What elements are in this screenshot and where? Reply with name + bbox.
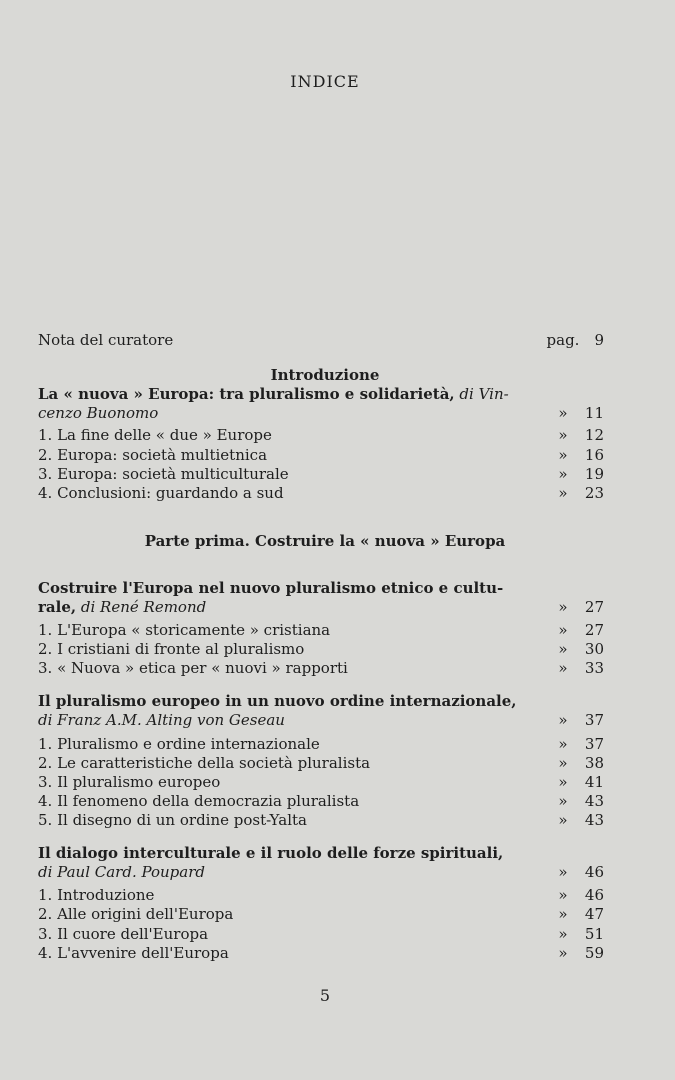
toc-item bbox=[38, 792, 608, 812]
page-number: 59 bbox=[584, 944, 604, 962]
ditto-mark: » bbox=[558, 621, 568, 639]
essay-title-remond bbox=[38, 578, 598, 598]
ditto-mark: » bbox=[558, 446, 568, 464]
toc-item bbox=[38, 925, 608, 945]
page-number: 43 bbox=[584, 792, 604, 810]
toc-entry-label: Nota del curatore bbox=[38, 331, 174, 349]
toc-item bbox=[38, 446, 608, 466]
page-number: 33 bbox=[584, 659, 604, 677]
toc-item bbox=[38, 659, 608, 679]
toc-item-label: 1. Introduzione bbox=[38, 886, 155, 904]
page-number: 51 bbox=[584, 925, 604, 943]
essay-author: di Franz A.M. Alting von Geseau bbox=[38, 711, 285, 729]
page-number: 37 bbox=[584, 711, 604, 729]
toc-item bbox=[38, 735, 608, 755]
ditto-mark: » bbox=[558, 465, 568, 483]
ditto-mark: » bbox=[558, 711, 568, 729]
page-number: 27 bbox=[584, 598, 604, 616]
ditto-mark: » bbox=[558, 792, 568, 810]
essay-title-line2 bbox=[38, 863, 608, 883]
toc-item bbox=[38, 811, 608, 831]
toc-item-label: 3. « Nuova » etica per « nuovi » rapporti bbox=[38, 659, 348, 677]
essay-title-geseau bbox=[38, 691, 598, 711]
page-number: 11 bbox=[584, 404, 604, 422]
essay-title-introduzione bbox=[38, 384, 578, 404]
ditto-mark: » bbox=[558, 735, 568, 753]
page-title: INDICE bbox=[290, 72, 360, 91]
page-number: 41 bbox=[584, 773, 604, 791]
toc-item-label: 4. Conclusioni: guardando a sud bbox=[38, 484, 284, 502]
page-number: 47 bbox=[584, 905, 604, 923]
toc-item-label: 2. Le caratteristiche della società pluralista bbox=[38, 754, 371, 772]
ditto-mark: » bbox=[558, 754, 568, 772]
ditto-mark: » bbox=[558, 811, 568, 829]
page-number: 38 bbox=[584, 754, 604, 772]
essay-author: di Vin- bbox=[459, 385, 509, 403]
page-number: 30 bbox=[584, 640, 604, 658]
toc-item-label: 2. Alle origini dell'Europa bbox=[38, 905, 234, 923]
toc-item bbox=[38, 484, 608, 504]
ditto-mark: » bbox=[558, 426, 568, 444]
ditto-mark: » bbox=[558, 925, 568, 943]
page-number: 43 bbox=[584, 811, 604, 829]
ditto-mark: » bbox=[558, 863, 568, 881]
ditto-mark: » bbox=[558, 484, 568, 502]
toc-entry-nota bbox=[38, 331, 608, 351]
essay-title-line2 bbox=[38, 404, 608, 424]
toc-item bbox=[38, 426, 608, 446]
page-number: 9 bbox=[594, 331, 604, 349]
page-number: 23 bbox=[584, 484, 604, 502]
ditto-mark: » bbox=[558, 905, 568, 923]
toc-item-label: 2. I cristiani di fronte al pluralismo bbox=[38, 640, 305, 658]
essay-title: rale, bbox=[38, 598, 77, 616]
toc-item-label: 1. Pluralismo e ordine internazionale bbox=[38, 735, 320, 753]
toc-item-label: 1. L'Europa « storicamente » cristiana bbox=[38, 621, 331, 639]
essay-title-continued bbox=[38, 598, 206, 616]
page-number: 27 bbox=[584, 621, 604, 639]
ditto-mark: » bbox=[558, 640, 568, 658]
page-number: 16 bbox=[584, 446, 604, 464]
toc-item bbox=[38, 773, 608, 793]
toc-item-label: 3. Il pluralismo europeo bbox=[38, 773, 221, 791]
ditto-mark: » bbox=[558, 944, 568, 962]
essay-title-line2 bbox=[38, 711, 608, 731]
ditto-mark: » bbox=[558, 404, 568, 422]
ditto-mark: » bbox=[558, 659, 568, 677]
ditto-mark: » bbox=[558, 886, 568, 904]
toc-item bbox=[38, 754, 608, 774]
toc-item bbox=[38, 886, 608, 906]
toc-item bbox=[38, 465, 608, 485]
toc-item bbox=[38, 905, 608, 925]
page-prefix: pag. bbox=[546, 331, 580, 349]
essay-title-line2 bbox=[38, 598, 608, 618]
essay-title-poupard bbox=[38, 843, 598, 863]
essay-title: Costruire l'Europa nel nuovo pluralismo etnico e cultu- bbox=[38, 579, 504, 597]
page-number: 19 bbox=[584, 465, 604, 483]
essay-title: La « nuova » Europa: tra pluralismo e solidarietà, bbox=[38, 385, 455, 403]
page-number: 12 bbox=[584, 426, 604, 444]
toc-item-label: 4. L'avvenire dell'Europa bbox=[38, 944, 229, 962]
page-number: 46 bbox=[584, 863, 604, 881]
toc-item-label: 4. Il fenomeno della democrazia pluralista bbox=[38, 792, 360, 810]
section-heading-introduzione: Introduzione bbox=[270, 366, 380, 384]
essay-title: Il dialogo interculturale e il ruolo delle forze spirituali, bbox=[38, 844, 504, 862]
section-heading-parte-prima: Parte prima. Costruire la « nuova » Europa bbox=[144, 532, 506, 550]
page-number: 37 bbox=[584, 735, 604, 753]
essay-author: di René Remond bbox=[80, 598, 207, 616]
toc-item bbox=[38, 640, 608, 660]
toc-item bbox=[38, 621, 608, 641]
page-number: 46 bbox=[584, 886, 604, 904]
toc-item bbox=[38, 944, 608, 964]
ditto-mark: » bbox=[558, 773, 568, 791]
essay-author: di Paul Card. Poupard bbox=[38, 863, 205, 881]
toc-item-label: 3. Il cuore dell'Europa bbox=[38, 925, 209, 943]
toc-item-label: 2. Europa: società multietnica bbox=[38, 446, 268, 464]
toc-item-label: 1. La fine delle « due » Europe bbox=[38, 426, 272, 444]
toc-item-label: 3. Europa: società multiculturale bbox=[38, 465, 289, 483]
essay-title: Il pluralismo europeo in un nuovo ordine internazionale, bbox=[38, 692, 517, 710]
ditto-mark: » bbox=[558, 598, 568, 616]
essay-author: cenzo Buonomo bbox=[38, 404, 159, 422]
toc-item-label: 5. Il disegno di un ordine post-Yalta bbox=[38, 811, 307, 829]
page-footer-number: 5 bbox=[319, 986, 331, 1005]
